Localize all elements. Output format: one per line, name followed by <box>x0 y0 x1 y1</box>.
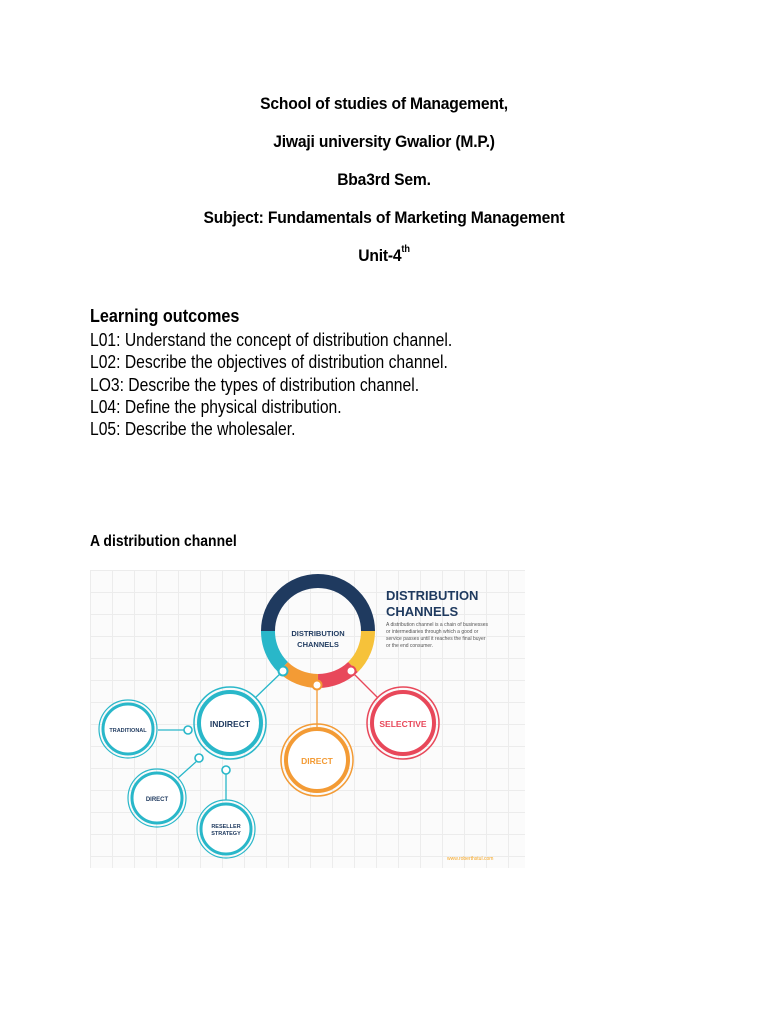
outcome-code: LO3 <box>90 374 120 395</box>
header-school: School of studies of Management, <box>260 94 508 113</box>
connector-hub-indirect <box>255 672 282 698</box>
outcome-text: : Describe the types of distribution channel. <box>119 374 420 395</box>
diagram-description-line: or the end consumer. <box>386 643 433 649</box>
node-selective <box>367 687 439 759</box>
learning-outcome-item <box>90 374 452 396</box>
distribution-channels-diagram <box>90 570 525 868</box>
learning-outcome-item <box>90 418 452 440</box>
node-direct-main <box>281 724 353 796</box>
outcome-text: : Define the physical distribution. <box>116 396 342 417</box>
unit-label: Unit-4 <box>358 246 402 265</box>
connector-hub-selective <box>351 671 378 698</box>
outcome-text: : Understand the concept of distribution channel. <box>116 330 453 350</box>
hub-label-line1: DISTRIBUTION <box>291 629 345 638</box>
header-subject: Subject: Fundamentals of Marketing Management <box>203 208 565 227</box>
learning-outcomes-list <box>90 329 506 440</box>
outcome-code: L02 <box>90 352 117 373</box>
outcome-code: L05 <box>90 419 117 440</box>
hub-ring-yellow-arc <box>353 631 368 667</box>
learning-outcome-item <box>90 329 452 351</box>
node-indirect <box>194 687 266 759</box>
node-traditional-label: TRADITIONAL <box>109 728 147 734</box>
connector-lines <box>158 671 378 800</box>
diagram-description-line: service passes until it reaches the final buyer <box>386 636 486 642</box>
section-title: A distribution channel <box>90 533 237 550</box>
header-semester: Bba3rd Sem. <box>337 170 431 189</box>
hub-label-line2: CHANNELS <box>297 640 339 649</box>
indirect-dot-traditional <box>184 726 192 734</box>
indirect-dot-direct <box>195 754 203 762</box>
hub-ring-navy-arc <box>268 581 368 631</box>
node-direct-main-label: DIRECT <box>301 756 333 766</box>
diagram-description-line: or intermediaries through which a good or <box>386 629 479 635</box>
header-unit <box>31 246 738 266</box>
node-indirect-label: INDIRECT <box>209 719 251 729</box>
node-direct-sub <box>128 769 186 827</box>
outcome-code: L01 <box>90 330 117 350</box>
learning-outcomes-title: Learning outcomes <box>90 306 240 326</box>
node-selective-label: SELECTIVE <box>379 719 427 729</box>
unit-superscript: th <box>401 244 410 255</box>
diagram-heading-line2: CHANNELS <box>386 604 459 619</box>
node-reseller-label-line2: STRATEGY <box>211 831 241 837</box>
hub-ring-orange-arc <box>283 667 318 681</box>
hub-dot-orange <box>313 681 322 690</box>
learning-outcome-item <box>90 351 452 373</box>
diagram-description-line: A distribution channel is a chain of businesses <box>386 622 489 628</box>
hub-dot-teal <box>279 667 288 676</box>
distribution-channels-figure <box>90 570 525 868</box>
node-direct-sub-label: DIRECT <box>145 797 169 803</box>
indirect-dot-reseller <box>222 766 230 774</box>
header-university: Jiwaji university Gwalior (M.P.) <box>273 132 495 151</box>
hub-dot-red <box>347 667 356 676</box>
connector-indirect-direct <box>178 760 198 778</box>
node-reseller-label-line1: RESELLER <box>211 824 241 830</box>
node-reseller-strategy <box>197 800 255 858</box>
outcome-text: : Describe the objectives of distribution channel. <box>116 352 448 373</box>
outcome-text: : Describe the wholesaler. <box>116 419 296 440</box>
node-traditional <box>99 700 157 758</box>
outcome-code: L04 <box>90 396 117 417</box>
diagram-heading-line1: DISTRIBUTION <box>386 588 479 603</box>
diagram-footer-url: www.roberthstul.com <box>447 856 494 862</box>
learning-outcome-item <box>90 396 452 418</box>
hub-ring-teal-arc <box>268 631 283 667</box>
